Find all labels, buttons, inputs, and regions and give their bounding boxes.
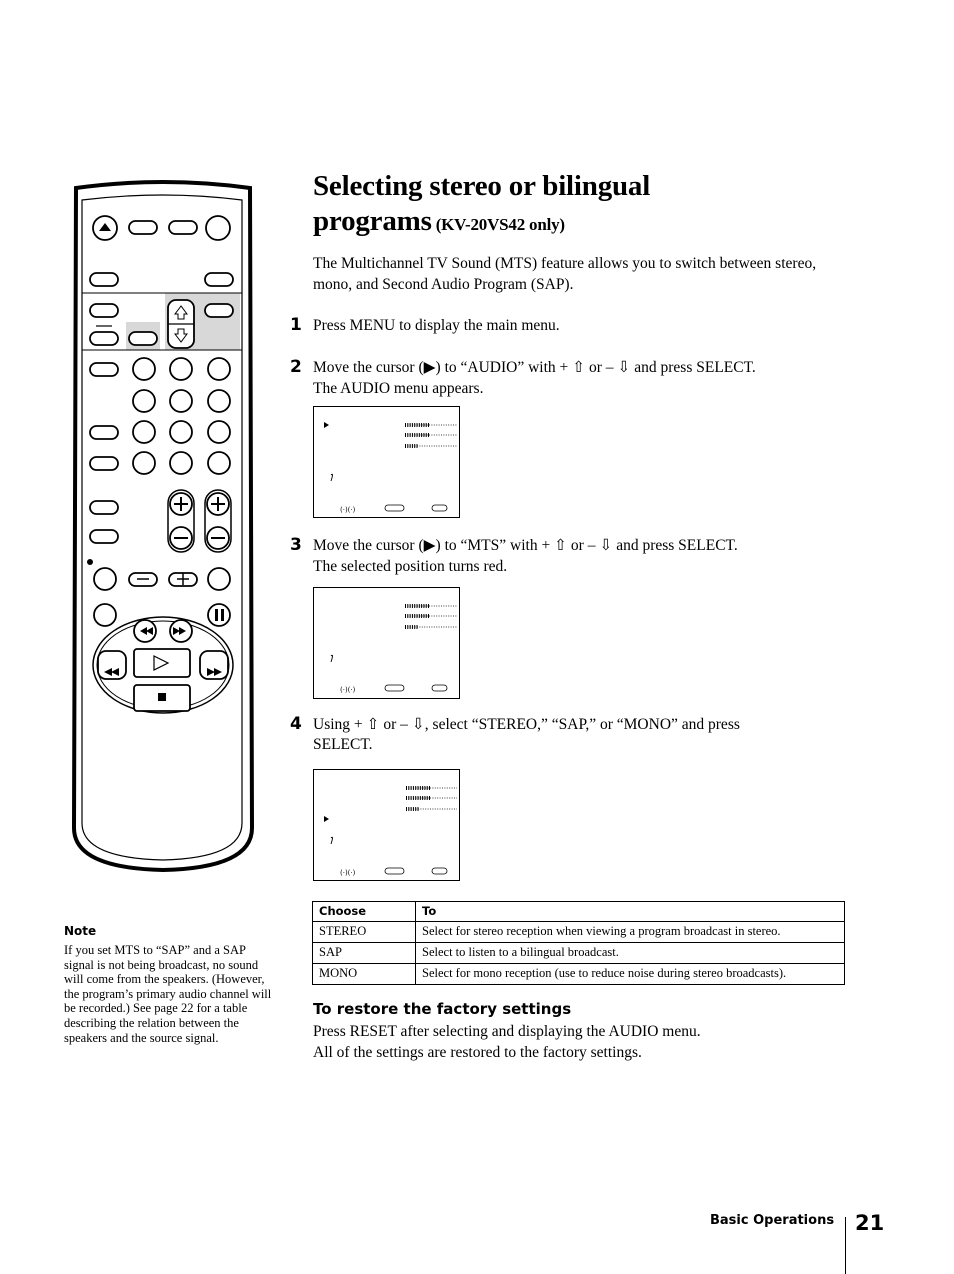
step-number: 2 xyxy=(290,357,302,377)
table-cell-to: Select for mono reception (use to reduce noise during stereo broadcasts). xyxy=(416,964,845,985)
model-qualifier: (KV-20VS42 only) xyxy=(435,215,565,234)
tv-menu-screen xyxy=(313,769,460,881)
svg-text:(·)(·): (·)(·) xyxy=(340,506,356,514)
table-header-row xyxy=(313,902,845,922)
table-cell-choose: STEREO xyxy=(313,922,416,943)
options-table xyxy=(312,901,845,985)
footer-divider xyxy=(845,1217,846,1274)
page-number: 21 xyxy=(855,1211,885,1235)
step-number: 1 xyxy=(290,315,302,335)
step-text: Using + ⇧ or – ⇩, select “STEREO,” “SAP,” or “MONO” and press xyxy=(313,716,740,733)
page-title-line-1: Selecting stereo or bilingual xyxy=(313,170,651,202)
intro-paragraph: The Multichannel TV Sound (MTS) feature allows you to switch between stereo, mono, and Second Audio Program (SAP). xyxy=(313,255,817,293)
step-text: Press MENU to display the main menu. xyxy=(313,317,560,334)
table-cell-to: Select for stereo reception when viewing a program broadcast in stereo. xyxy=(416,922,845,943)
remote-control-illustration xyxy=(68,178,258,873)
page-title-programs: programs xyxy=(313,205,432,237)
note-heading: Note xyxy=(64,924,97,938)
note-text: If you set MTS to “SAP” and a SAP signal is not being broadcast, no sound will come from the speakers. (However, the program’s primary audio channel will be recorded.) See page 22 for a table describing the relation between the speakers and the source signal. xyxy=(64,943,272,1045)
step-number: 3 xyxy=(290,535,302,555)
table-cell-choose: MONO xyxy=(313,964,416,985)
svg-text:(·)(·): (·)(·) xyxy=(340,686,356,694)
table-row xyxy=(313,943,845,964)
step-text: The AUDIO menu appears. xyxy=(313,380,484,397)
table-cell-to: Select to listen to a bilingual broadcast. xyxy=(416,943,845,964)
table-row xyxy=(313,922,845,943)
step-text: Move the cursor (▶) to “MTS” with + ⇧ or – ⇩ and press SELECT. xyxy=(313,537,738,554)
page-title-line-2 xyxy=(313,205,565,238)
tv-menu-screen xyxy=(313,587,460,699)
restore-line: Press RESET after selecting and displaying the AUDIO menu. xyxy=(313,1023,701,1040)
step-text: The selected position turns red. xyxy=(313,558,508,575)
table-cell-choose: SAP xyxy=(313,943,416,964)
restore-line: All of the settings are restored to the factory settings. xyxy=(313,1044,642,1061)
table-row xyxy=(313,964,845,985)
step-text: Move the cursor (▶) to “AUDIO” with + ⇧ or – ⇩ and press SELECT. xyxy=(313,359,756,376)
section-label: Basic Operations xyxy=(710,1213,835,1228)
column-header-choose: Choose xyxy=(313,902,416,922)
restore-text xyxy=(313,1021,701,1063)
step-text: SELECT. xyxy=(313,736,373,753)
column-header-to: To xyxy=(416,902,845,922)
step-number: 4 xyxy=(290,714,302,734)
restore-heading: To restore the factory settings xyxy=(313,1000,572,1018)
svg-text:(·)(·): (·)(·) xyxy=(340,869,356,877)
tv-menu-screen xyxy=(313,406,460,518)
